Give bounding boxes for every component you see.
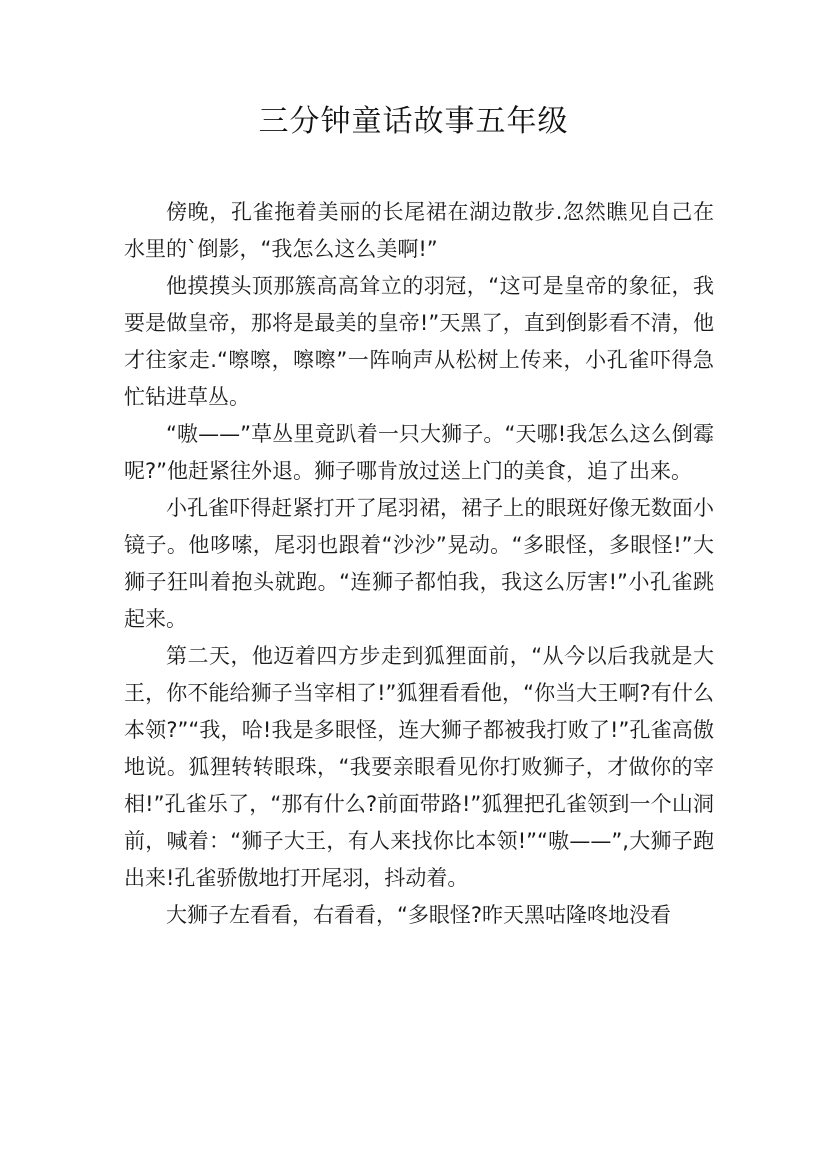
paragraph: 小孔雀吓得赶紧打开了尾羽裙，裙子上的眼斑好像无数面小镜子。他哆嗦，尾羽也跟着“沙沙”晃动。“多眼怪，多眼怪!”大狮子狂叫着抱头就跑。“连狮子都怕我，我这么厉害!”小孔雀跳起来。 xyxy=(124,496,714,631)
document-title: 三分钟童话故事五年级 xyxy=(258,104,569,139)
paragraph: 傍晚，孔雀拖着美丽的长尾裙在湖边散步.忽然瞧见自己在水里的`倒影，“我怎么这么美啊!” xyxy=(124,200,714,261)
paragraph: “嗷——”草丛里竟趴着一只大狮子。“天哪!我怎么这么倒霉呢?”他赶紧往外退。狮子哪肯放过送上门的美食，追了出来。 xyxy=(124,422,714,483)
document-body xyxy=(124,194,714,934)
paragraph: 他摸摸头顶那簇高高耸立的羽冠，“这可是皇帝的象征，我要是做皇帝，那将是最美的皇帝!”天黑了，直到倒影看不清，他才往家走.“嚓嚓，嚓嚓”一阵响声从松树上传来，小孔雀吓得急忙钻进草丛。 xyxy=(124,274,714,409)
paragraph: 大狮子左看看，右看看，“多眼怪?昨天黑咕隆咚地没看 xyxy=(166,903,672,927)
paragraph: 第二天，他迈着四方步走到狐狸面前，“从今以后我就是大王，你不能给狮子当宰相了!”狐狸看看他，“你当大王啊?有什么本领?”“我，哈!我是多眼怪，连大狮子都被我打败了!”孔雀高傲地说。狐狸转转眼珠，“我要亲眼看见你打败狮子，才做你的宰相!”孔雀乐了，“那有什么?前面带路!”狐狸把孔雀领到一个山洞前，喊着：“狮子大王，有人来找你比本领!”“嗷——”,大狮子跑出来!孔雀骄傲地打开尾羽，抖动着。 xyxy=(124,644,714,890)
